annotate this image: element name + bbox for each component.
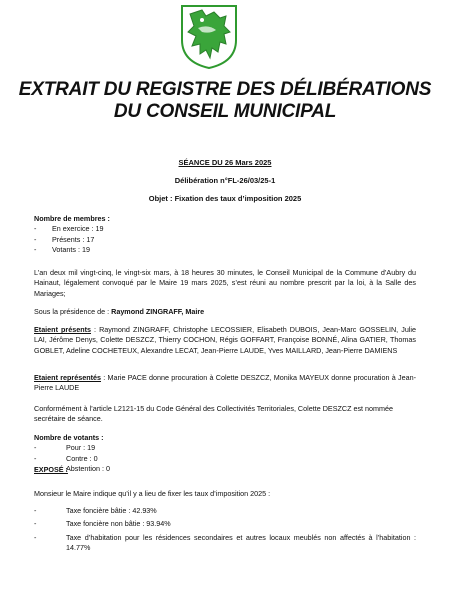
membres-section [34,214,416,255]
presidence-prefix: Sous la présidence de : [34,307,112,316]
secretaire-paragraph: Conformément à l’article L2121-15 du Code Général des Collectivités Territoriales, Colette DESZCZ est nommée secrétaire de séance. [34,404,394,424]
votants-heading: Nombre de votants : [34,433,104,442]
list-item: - En exercice : 19 [34,224,416,234]
seance-date: SÉANCE DU 26 Mars 2025 [178,158,272,167]
list-item: - Abstention : 0 [34,464,416,474]
representes-label: Etaient représentés [34,373,101,382]
representes-list: : Marie PACE donne procuration à Colette DESZCZ, Monika MAYEUX donne procuration à Jean-Pierre LAUDE [34,373,416,393]
list-item: - Votants : 19 [34,245,416,255]
list-item: - Pour : 19 [34,443,416,453]
list-item: - Taxe d’habitation pour les résidences secondaires et autres locaux meublés non affectés à l’habitation : 14.77% [34,533,416,554]
president-name: Raymond ZINGRAFF, Maire [111,307,205,316]
presents-list: : Raymond ZINGRAFF, Christophe LECOSSIER, Elisabeth DUBOIS, Jean-Marc GOSSELIN, Julie LAI, Jérôme Denys, Colette DESZCZ, Thierry COCHON, Régis GOFFART, Françoise BONNÉ, Alina GATIER, Thomas GOBLET, Adeline COCHETEUX, Alexandre LECAT, Jean-Pierre LAUDE, Yves MAILLARD, Jean-Pierre DAMIENS [34,325,417,355]
membres-list [34,224,416,255]
expose-intro: Monsieur le Maire indique qu’il y a lieu de fixer les taux d’imposition 2025 : [34,489,271,498]
session-intro: L’an deux mil vingt-cinq, le vingt-six mars, à 18 heures 30 minutes, le Conseil Municipal de la Commune d’Aubry du Hainaut, légalement convoqué par le Maire 19 mars 2025, s’est réuni au nombre prescrit par la loi, à la Salle des Mariages; [34,268,416,298]
representes-paragraph [34,373,416,394]
presents-label: Etaient présents [34,325,91,334]
presents-paragraph [34,325,416,356]
document-title-line1: EXTRAIT DU REGISTRE DES DÉLIBÉRATIONS [18,79,432,100]
tax-rates-section [34,506,416,556]
list-item: - Taxe foncière bâtie : 42.93% [34,506,416,516]
list-item: - Contre : 0 [34,454,416,464]
deliberation-number: Délibération n°FL-26/03/25-1 [174,176,276,185]
presidence-line [34,307,416,317]
membres-heading: Nombre de membres : [34,214,110,223]
document-title-line2: DU CONSEIL MUNICIPAL [113,101,337,122]
tax-rates-list [34,506,416,553]
list-item: - Présents : 17 [34,235,416,245]
expose-heading: EXPOSÉ : [34,465,68,474]
deliberation-subject: Objet : Fixation des taux d’imposition 2025 [148,194,302,203]
list-item: - Taxe foncière non bâtie : 93.94% [34,519,416,529]
lion-coat-of-arms-icon [180,4,238,70]
